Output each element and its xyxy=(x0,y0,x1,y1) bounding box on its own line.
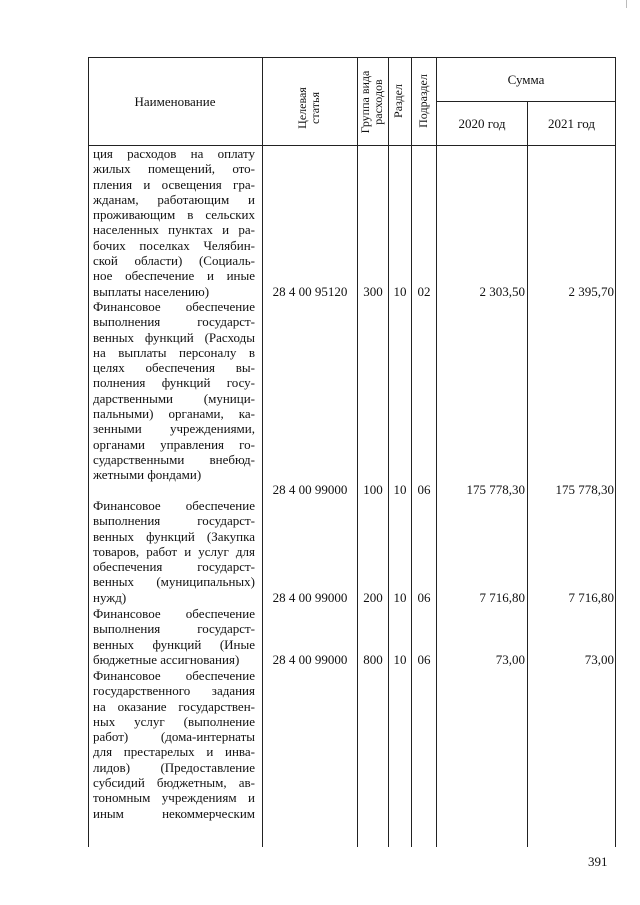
table-row-3-name xyxy=(93,498,255,605)
row-3-target-article: 28 4 00 99000 xyxy=(272,590,348,605)
row-1-name-line: населенных пунктах и ра- xyxy=(93,222,255,238)
row-4-name-line: Финансовое обеспечение xyxy=(93,606,255,621)
header-target-article-line2: статья xyxy=(308,92,322,124)
row-5-name-line: субсидий бюджетным, ав- xyxy=(93,775,255,791)
table-row-5-name xyxy=(93,668,255,821)
row-4-name-line: венных функций (Иные xyxy=(93,636,255,652)
row-3-name-line: Финансовое обеспечение xyxy=(93,498,255,513)
col-divider-name xyxy=(262,57,263,847)
row-5-name-line: Финансовое обеспечение xyxy=(93,668,255,683)
row-5-name-line: на оказание государствен- xyxy=(93,698,255,714)
header-section: Раздел xyxy=(391,84,405,118)
row-2-name-line: венных функций (Расходы xyxy=(93,329,255,345)
header-target-article xyxy=(296,48,324,168)
row-2-target-article: 28 4 00 99000 xyxy=(272,482,348,497)
row-1-target-article: 28 4 00 95120 xyxy=(272,284,348,299)
row-3-sum-2020: 7 716,80 xyxy=(479,590,525,605)
sum-header-divider xyxy=(436,101,615,102)
row-1-expense-group: 300 xyxy=(363,284,383,299)
row-2-name-line: целях обеспечения вы- xyxy=(93,360,255,376)
table-row-2-name xyxy=(93,299,255,483)
row-3-section: 10 xyxy=(393,590,407,605)
row-5-name-line: работ) (дома-интернаты xyxy=(93,729,255,745)
row-3-name-line: обеспечения государст- xyxy=(93,559,255,575)
row-2-name-line: на выплаты персоналу в xyxy=(93,344,255,360)
row-1-name-line: ное обеспечение и иные xyxy=(93,268,255,284)
row-1-name-line: выплаты населению) xyxy=(93,283,210,299)
row-4-section: 10 xyxy=(393,652,407,667)
row-3-sum-2021: 7 716,80 xyxy=(568,590,614,605)
row-4-sum-2021: 73,00 xyxy=(584,652,614,667)
row-1-sum-2020: 2 303,50 xyxy=(479,284,525,299)
header-expense-group-line1: Группа вида xyxy=(358,70,372,134)
row-2-name-line: сударственными внебюд- xyxy=(93,451,255,467)
table-left-border xyxy=(88,57,89,847)
row-3-name-line: нужд) xyxy=(93,589,127,605)
row-2-sum-2021: 175 778,30 xyxy=(555,482,614,497)
row-5-name-line: государственного задания xyxy=(93,683,255,699)
row-5-name-line: ных услуг (выполнение xyxy=(93,713,255,729)
row-2-name-line: Финансовое обеспечение xyxy=(93,299,255,314)
scan-edge-mark xyxy=(626,0,627,8)
col-divider-years xyxy=(527,101,528,847)
col-divider-target xyxy=(357,57,358,847)
row-1-name-line: жилых помещений, ото- xyxy=(93,161,255,177)
row-2-expense-group: 100 xyxy=(363,482,383,497)
header-expense-group-line2: расходов xyxy=(371,79,385,125)
header-target-article-line1: Целевая xyxy=(295,87,309,129)
table-row-4-name xyxy=(93,606,255,667)
row-2-name-line: органами управления го- xyxy=(93,436,255,452)
header-year-2021: 2021 год xyxy=(548,116,595,131)
row-1-name-line: жданам, работающим и xyxy=(93,191,255,207)
row-3-name-line: товаров, работ и услуг для xyxy=(93,543,255,559)
row-2-name-line: выполнения государст- xyxy=(93,314,255,330)
row-1-name-line: бочих поселках Челябин- xyxy=(93,237,255,253)
row-4-sum-2020: 73,00 xyxy=(495,652,525,667)
row-1-name-line: ской области) (Социаль- xyxy=(93,253,255,269)
row-4-target-article: 28 4 00 99000 xyxy=(272,652,348,667)
row-2-section: 10 xyxy=(393,482,407,497)
row-3-name-line: венных функций (Закупка xyxy=(93,528,255,544)
row-3-expense-group: 200 xyxy=(363,590,383,605)
row-2-name-line: зенными учреждениями, xyxy=(93,421,255,437)
row-5-name-line: для престарелых и инва- xyxy=(93,744,255,760)
header-expense-group xyxy=(359,41,387,163)
table-top-border xyxy=(88,57,615,58)
row-4-name-line: выполнения государст- xyxy=(93,621,255,637)
row-1-subsection: 02 xyxy=(417,284,431,299)
row-1-section: 10 xyxy=(393,284,407,299)
row-2-name-line: жетными фондами) xyxy=(93,467,202,483)
header-subsection: Подраздел xyxy=(416,74,430,128)
header-sum: Сумма xyxy=(507,72,545,87)
row-3-name-line: венных (муниципальных) xyxy=(93,574,255,590)
row-1-name-line: пления и освещения гра- xyxy=(93,176,255,192)
row-5-name-line: тономным учреждениям и xyxy=(93,790,255,806)
row-3-subsection: 06 xyxy=(417,590,431,605)
row-1-name-line: проживающим в сельских xyxy=(93,207,255,223)
row-1-sum-2021: 2 395,70 xyxy=(568,284,614,299)
row-2-name-line: пальными) органами, ка- xyxy=(93,406,255,422)
col-divider-section xyxy=(411,57,412,847)
table-right-border xyxy=(615,57,616,847)
row-2-name-line: полнения функций госу- xyxy=(93,375,255,391)
row-4-expense-group: 800 xyxy=(363,652,383,667)
row-4-subsection: 06 xyxy=(417,652,431,667)
row-5-name-line: лидов) (Предоставление xyxy=(93,759,255,775)
page-number: 391 xyxy=(588,854,608,869)
row-2-sum-2020: 175 778,30 xyxy=(466,482,525,497)
col-divider-subsection xyxy=(436,57,437,847)
row-2-subsection: 06 xyxy=(417,482,431,497)
row-3-name-line: выполнения государст- xyxy=(93,513,255,529)
row-2-name-line: дарственными (муници- xyxy=(93,390,255,406)
col-divider-group xyxy=(388,57,389,847)
table-row-1-name xyxy=(93,146,255,299)
row-5-name-line: иным некоммерческим xyxy=(93,805,255,821)
header-year-2020: 2020 год xyxy=(458,116,506,131)
row-4-name-line: бюджетные ассигнования) xyxy=(93,651,240,667)
header-name: Наименование xyxy=(134,94,216,109)
row-1-name-line: ция расходов на оплату xyxy=(93,146,255,161)
